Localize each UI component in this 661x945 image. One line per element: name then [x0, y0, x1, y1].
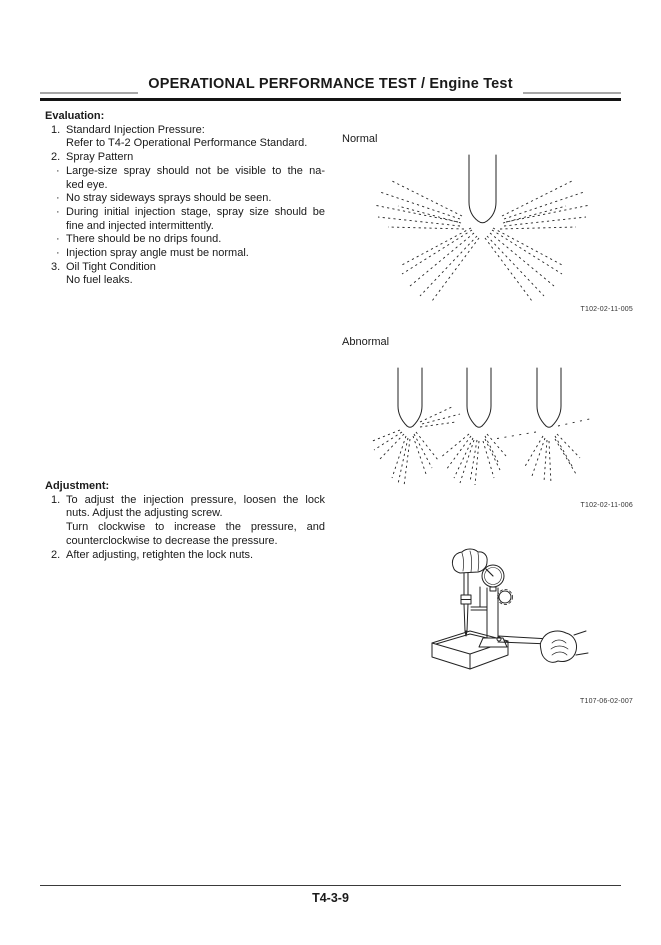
list-text: Injection spray angle must be normal. — [66, 247, 249, 260]
list-text: No fuel leaks. — [66, 274, 133, 287]
text-line — [45, 192, 325, 206]
list-marker — [45, 507, 66, 521]
text-line — [45, 549, 325, 563]
bullet-marker: · — [56, 205, 60, 218]
text-line — [45, 261, 325, 275]
list-marker — [45, 274, 66, 288]
collection-box — [432, 631, 508, 669]
figure-code: T102-02-11-005 — [580, 306, 633, 313]
evaluation-heading: Evaluation: — [45, 110, 105, 122]
spray-abnormal-2 — [440, 434, 506, 485]
valve-knob — [498, 590, 513, 605]
list-text: During initial injection stage, spray size should be — [66, 205, 325, 218]
spray-fan-lower-right — [485, 228, 564, 301]
abnormal-spray-diagram — [358, 362, 602, 494]
nozzle-tester-illustration — [420, 547, 600, 687]
list-text: Spray Pattern — [66, 151, 134, 164]
page-number: T4-3-9 — [312, 891, 349, 905]
nozzle-tube-2 — [467, 368, 491, 427]
list-marker: 2. — [51, 548, 61, 561]
evaluation-section — [45, 110, 325, 288]
pressure-gauge — [482, 565, 504, 591]
figure-code: T107-06-02-007 — [580, 698, 633, 705]
adjustment-heading: Adjustment: — [45, 480, 110, 492]
list-text: nuts. Adjust the adjusting screw. — [66, 507, 223, 520]
list-marker — [45, 220, 66, 234]
text-line — [45, 521, 325, 535]
operator-hand-right — [540, 631, 588, 662]
text-line — [45, 124, 325, 138]
text-line — [45, 179, 325, 193]
text-line — [45, 494, 325, 508]
list-marker: 2. — [51, 151, 61, 164]
injector — [461, 571, 471, 636]
list-text: ked eye. — [66, 178, 108, 191]
spray-abnormal-3 — [494, 418, 594, 484]
bullet-marker: · — [56, 247, 60, 260]
list-text: To adjust the injection pressure, loosen the lock — [66, 493, 325, 506]
figure-label-normal: Normal — [342, 133, 378, 145]
list-text: After adjusting, retighten the lock nuts. — [66, 548, 254, 561]
text-line — [45, 535, 325, 549]
list-text: Refer to T4-2 Operational Performance Standard. — [66, 137, 308, 150]
list-marker: 1. — [51, 493, 61, 506]
text-line — [45, 233, 325, 247]
text-line — [45, 151, 325, 165]
text-line — [45, 247, 325, 261]
text-line — [45, 137, 325, 151]
bullet-marker: · — [56, 233, 60, 246]
list-marker: 1. — [51, 123, 61, 136]
text-line — [45, 220, 325, 234]
bullet-marker: · — [56, 192, 60, 205]
figure-label-abnormal: Abnormal — [342, 336, 390, 348]
page-title-text: OPERATIONAL PERFORMANCE TEST / Engine Test — [138, 76, 522, 97]
spray-fan-lower-left — [400, 228, 479, 301]
list-text: counterclockwise to decrease the pressure. — [66, 534, 278, 547]
list-text: Turn clockwise to increase the pressure, and — [66, 521, 325, 534]
bullet-marker: · — [56, 164, 60, 177]
text-line — [45, 274, 325, 288]
list-marker — [45, 137, 66, 151]
list-text: There should be no drips found. — [66, 233, 222, 246]
list-text: No stray sideways sprays should be seen. — [66, 192, 272, 205]
spray-fan-left — [374, 180, 464, 229]
list-marker — [45, 521, 66, 535]
nozzle-tube — [469, 155, 496, 223]
nozzle-tube-1 — [398, 368, 422, 427]
text-line — [45, 206, 325, 220]
page-title — [0, 76, 661, 97]
list-text: Oil Tight Condition — [66, 260, 156, 273]
list-marker — [45, 179, 66, 193]
normal-spray-diagram — [358, 150, 602, 308]
header-rule-black — [40, 98, 621, 101]
footer-rule — [40, 885, 621, 886]
list-text: Standard Injection Pressure: — [66, 123, 205, 136]
list-marker: 3. — [51, 260, 61, 273]
spray-fan-right — [500, 180, 590, 229]
nozzle-tube-3 — [537, 368, 561, 427]
operator-hand-top — [452, 549, 487, 573]
text-line — [45, 507, 325, 521]
figure-code: T102-02-11-006 — [580, 502, 633, 509]
spray-abnormal-1 — [370, 406, 460, 486]
list-marker — [45, 535, 66, 549]
list-text: Large-size spray should not be visible to the na- — [66, 164, 325, 177]
list-text: fine and injected intermittently. — [66, 219, 214, 232]
adjustment-section — [45, 480, 325, 562]
text-line — [45, 165, 325, 179]
